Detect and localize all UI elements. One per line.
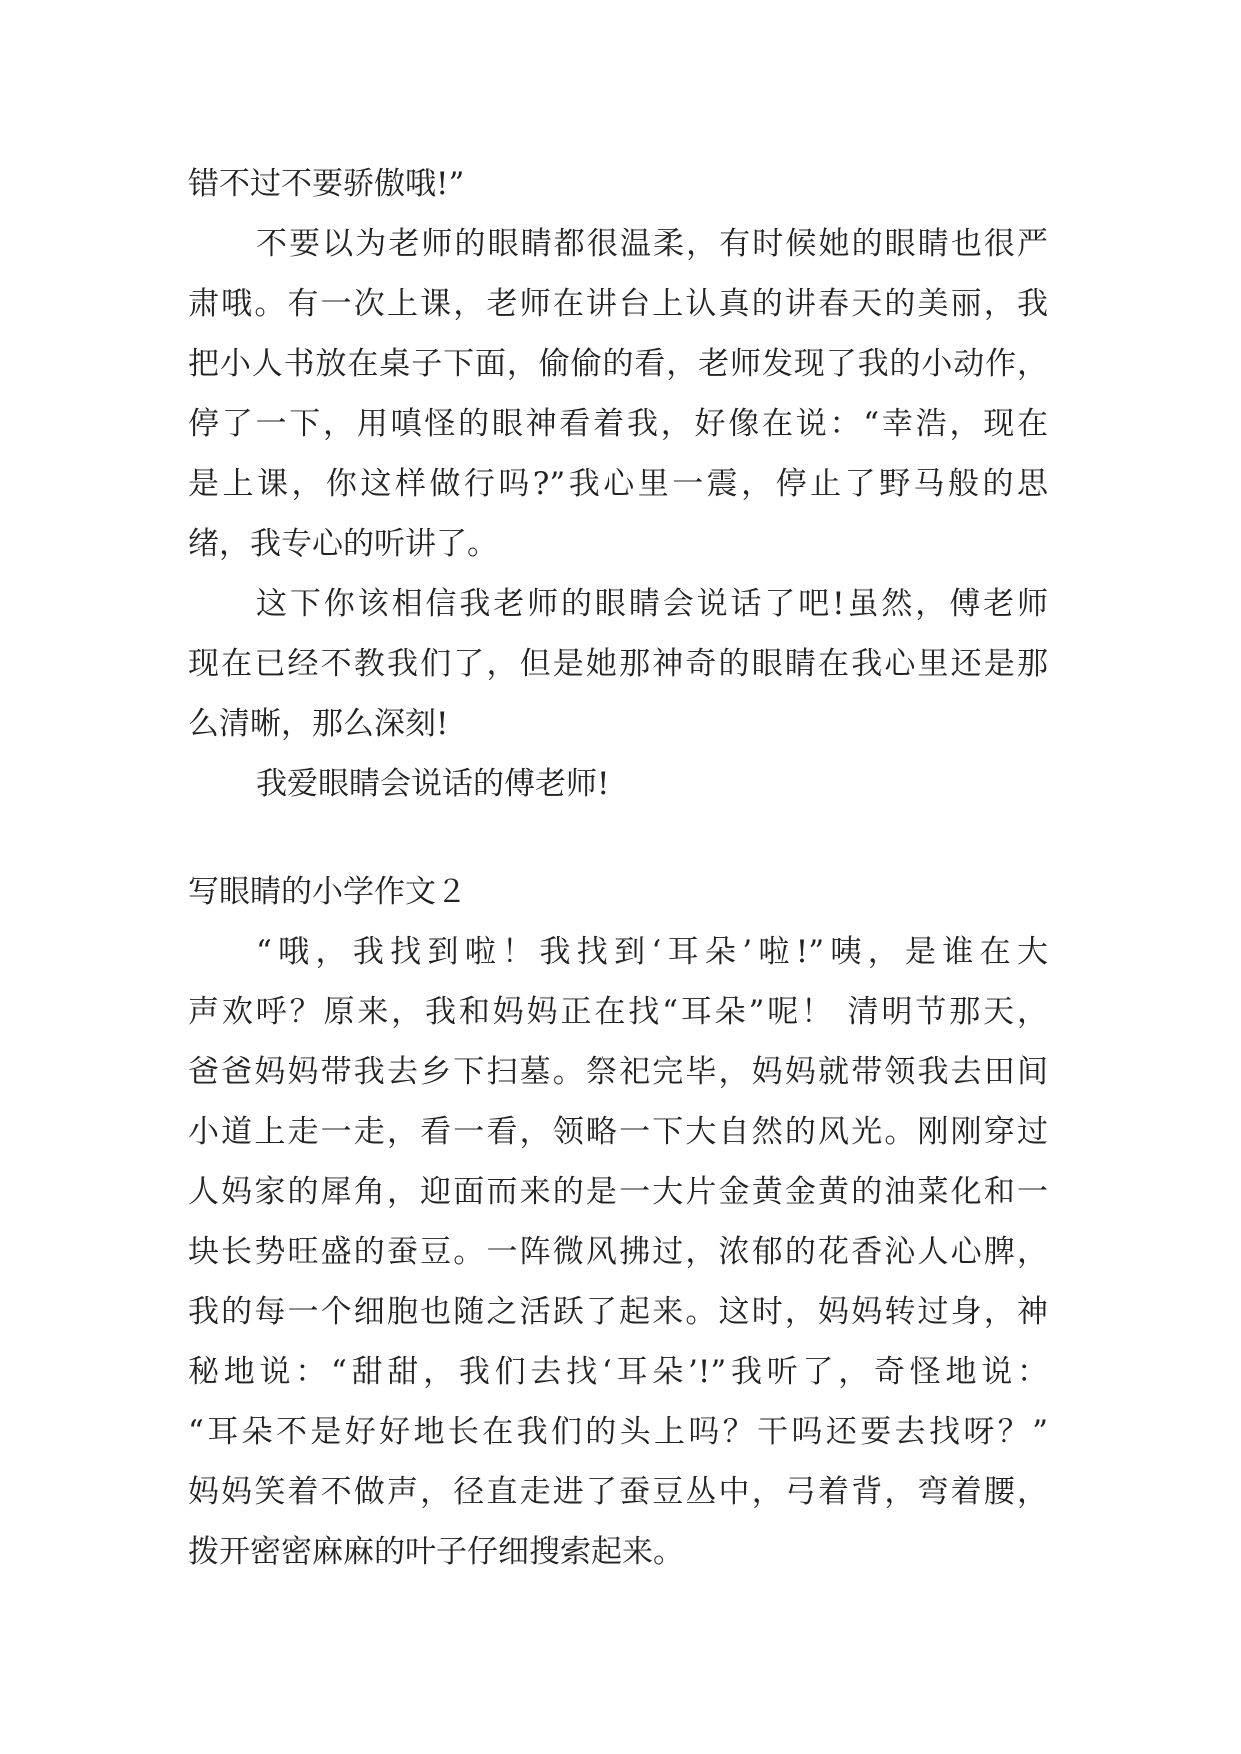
- text-line: 绪，我专心的听讲了。: [188, 526, 498, 562]
- text-line: 块长势旺盛的蚕豆。一阵微风拂过，浓郁的花香沁人心脾，: [188, 1234, 1048, 1270]
- text-line: 小道上走一走，看一看，领略一下大自然的风光。刚刚穿过: [188, 1114, 1048, 1150]
- section-heading: 写眼睛的小学作文２: [188, 874, 467, 910]
- paragraph-first-line: 这下你该相信我老师的眼睛会说话了吧!虽然，傅老师: [256, 586, 1048, 622]
- text-line: 是上课，你这样做行吗?”我心里一震，停止了野马般的思: [188, 466, 1048, 502]
- text-line: 肃哦。有一次上课，老师在讲台上认真的讲春天的美丽，我: [188, 286, 1048, 322]
- paragraph-first-line: 不要以为老师的眼睛都很温柔，有时候她的眼睛也很严: [256, 226, 1048, 262]
- text-line: 错不过不要骄傲哦!”: [188, 166, 465, 202]
- paragraph-first-line: 我爱眼睛会说话的傅老师!: [256, 766, 610, 802]
- text-line: 拨开密密麻麻的叶子仔细搜索起来。: [188, 1534, 684, 1570]
- text-line: 爸爸妈妈带我去乡下扫墓。祭祀完毕，妈妈就带领我去田间: [188, 1054, 1048, 1090]
- text-line: “耳朵不是好好地长在我们的头上吗？干吗还要去找呀？”: [188, 1414, 1048, 1450]
- text-line: 现在已经不教我们了，但是她那神奇的眼睛在我心里还是那: [188, 646, 1048, 682]
- paragraph-first-line: “哦，我找到啦！我找到‘耳朵’啦!”咦，是谁在大: [256, 934, 1048, 970]
- text-line: 秘地说：“甜甜，我们去找‘耳朵’!”我听了，奇怪地说：: [188, 1354, 1048, 1390]
- text-line: 声欢呼？原来，我和妈妈正在找“耳朵”呢！ 清明节那天，: [188, 994, 1048, 1030]
- text-line: 妈妈笑着不做声，径直走进了蚕豆丛中，弓着背，弯着腰，: [188, 1474, 1048, 1510]
- text-line: 我的每一个细胞也随之活跃了起来。这时，妈妈转过身，神: [188, 1294, 1048, 1330]
- text-line: 人妈家的犀角，迎面而来的是一大片金黄金黄的油菜化和一: [188, 1174, 1048, 1210]
- text-line: 把小人书放在桌子下面，偷偷的看，老师发现了我的小动作，: [188, 346, 1048, 382]
- text-line: 么清晰，那么深刻!: [188, 706, 449, 742]
- text-line: 停了一下，用嗔怪的眼神看着我，好像在说：“幸浩，现在: [188, 406, 1048, 442]
